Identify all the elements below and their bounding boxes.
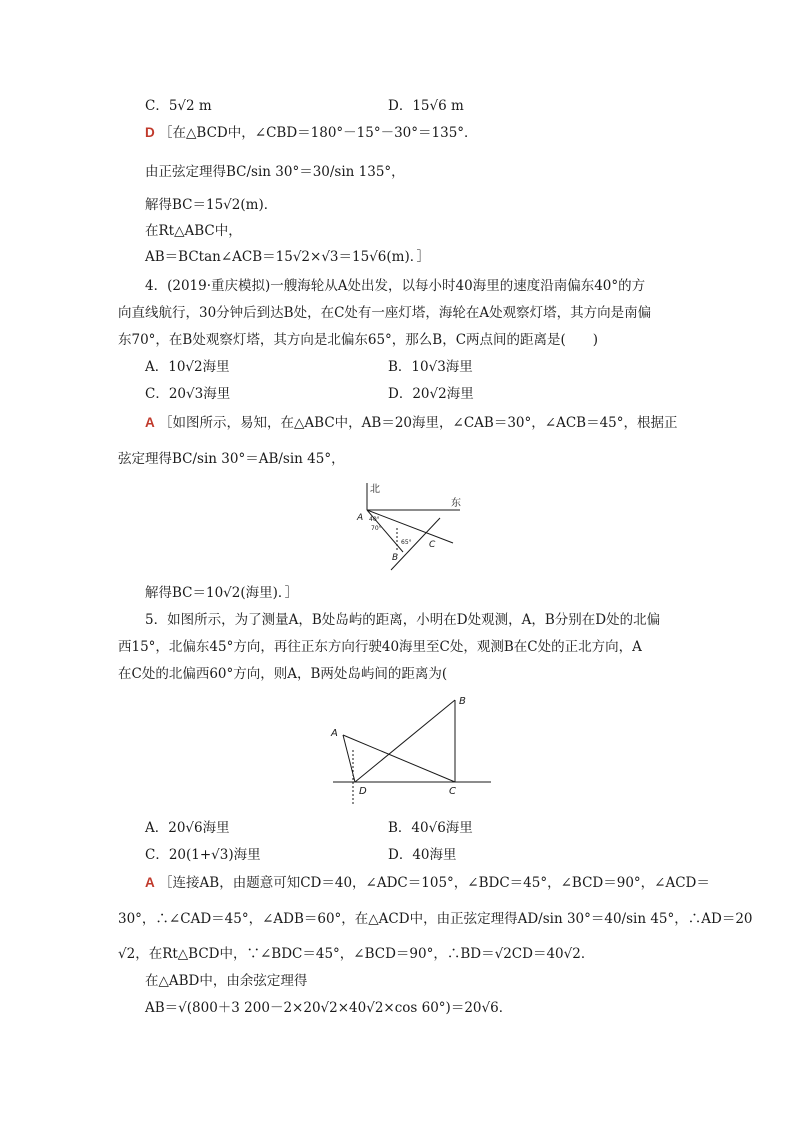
q5-label-a: A	[331, 728, 338, 739]
q5-solution-line-4: 在△ABD中，由余弦定理得	[145, 973, 308, 989]
q5-stem-line-1: 5．如图所示，为了测量A，B处岛屿的距离，小明在D处观测，A，B分别在D处的北偏	[145, 612, 661, 628]
q4-label-north: 北	[370, 484, 380, 495]
q5-solution-line-2: 30°，∴∠CAD＝45°，∠ADB＝60°，在△ACD中，由正弦定理得AD/sin 30°＝40/sin 45°，∴AD＝20	[118, 911, 753, 927]
q5-solution-line-1	[145, 874, 710, 892]
q5-line-bd	[355, 700, 455, 782]
q5-figure	[325, 690, 495, 805]
q5-stem-line-2: 西15°，北偏东45°方向，再往正东方向行驶40海里至C处，观测B在C处的正北方向，A	[118, 639, 642, 655]
q5-option-d: D．40海里	[388, 847, 457, 863]
q4-stem-line-3: 东70°，在B处观察灯塔，其方向是北偏东65°，那么B，C两点间的距离是( )	[118, 332, 599, 348]
q4-stem-line-2: 向直线航行，30分钟后到达B处，在C处有一座灯塔，海轮在A处观察灯塔，其方向是南偏	[118, 305, 652, 321]
q5-line-ac	[343, 735, 455, 782]
q5-label-d: D	[359, 786, 367, 797]
q5-sol1-text: ［连接AB，由题意可知CD＝40，∠ADC＝105°，∠BDC＝45°，∠BCD＝90°，∠ACD＝	[159, 875, 710, 891]
q4-angle-70: 70°	[371, 525, 382, 532]
q3-option-c: C．5√2 m	[145, 98, 212, 114]
q5-answer: A	[145, 875, 155, 890]
q4-label-a: A	[357, 513, 364, 523]
q3-answer: D	[145, 125, 155, 140]
q4-answer: A	[145, 415, 155, 430]
q4-solution-line-3: 解得BC＝10√2(海里)．］	[145, 585, 299, 601]
q4-option-d: D．20√2海里	[388, 386, 474, 402]
q4-label-c: C	[429, 540, 436, 550]
q4-stem-line-1: 4．(2019·重庆模拟)一艘海轮从A处出发，以每小时40海里的速度沿南偏东40°的方	[145, 278, 646, 294]
q3-solution-line-4: 在Rt△ABC中，	[145, 223, 242, 239]
q4-figure	[345, 480, 470, 572]
q4-solution-line-2: 弦定理得BC/sin 30°＝AB/sin 45°，	[118, 451, 345, 467]
q4-angle-40: 40°	[369, 516, 380, 523]
q3-solution-line-5: AB＝BCtan∠ACB＝15√2×√3＝15√6(m)．］	[145, 249, 430, 265]
q5-option-b: B．40√6海里	[388, 820, 473, 836]
q5-option-c: C．20(1+√3)海里	[145, 847, 261, 863]
q4-option-b: B．10√3海里	[388, 359, 473, 375]
q5-solution-line-3: √2，在Rt△BCD中，∵∠BDC＝45°，∠BCD＝90°，∴BD＝√2CD＝40√2．	[118, 946, 595, 962]
q5-stem-line-3: 在C处的北偏西60°方向，则A，B两处岛屿间的距离为(	[118, 666, 448, 682]
q4-option-c: C．20√3海里	[145, 386, 231, 402]
q3-sol1-text: ［在△BCD中，∠CBD＝180°－15°－30°＝135°．	[159, 125, 478, 141]
q4-sol1-text: ［如图所示，易知，在△ABC中，AB＝20海里，∠CAB＝30°，∠ACB＝45°，根据正	[159, 415, 678, 431]
q3-solution-line-2: 由正弦定理得BC/sin 30°＝30/sin 135°，	[145, 164, 405, 180]
q4-angle-65: 65°	[401, 539, 412, 546]
q4-solution-line-1	[145, 414, 678, 432]
q3-solution-line-3: 解得BC＝15√2(m)．	[145, 197, 278, 213]
q4-option-a: A．10√2海里	[145, 359, 230, 375]
q3-solution-line-1	[145, 124, 478, 142]
q4-label-east: 东	[451, 498, 461, 509]
q5-label-c: C	[449, 786, 456, 797]
q5-solution-line-5: AB＝√(800＋3 200－2×20√2×40√2×cos 60°)＝20√6．	[145, 1000, 513, 1016]
q4-label-b: B	[392, 553, 399, 563]
q3-option-d: D．15√6 m	[388, 98, 464, 114]
q5-option-a: A．20√6海里	[145, 820, 230, 836]
q5-label-b: B	[459, 696, 466, 707]
